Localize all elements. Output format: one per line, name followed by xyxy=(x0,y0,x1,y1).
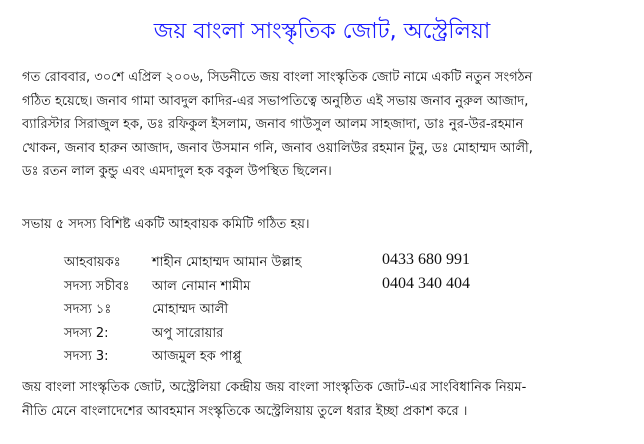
closing-line: জয় বাংলা সাংস্কৃতিক জোট, অস্ট্রেলিয়া কেন্দ্রীয় জয় বাংলা সাংস্কৃতিক জোট-এর সাংবিধানিক নিয়ম- xyxy=(22,380,527,395)
committee-phone: 0433 680 991 xyxy=(382,251,470,268)
intro-line: ডঃ রতন লাল কুন্ডু এবং এমদাদুল হক বকুল উপস্থিত ছিলেন। xyxy=(22,164,332,179)
committee-role: সদস্য ১ঃ xyxy=(64,302,112,317)
committee-row xyxy=(64,298,624,322)
committee-intro-line: সভায় ৫ সদস্য বিশিষ্ট একটি আহবায়ক কমিটি গঠিত হয়। xyxy=(22,217,310,232)
intro-line: খোকন, জনাব হারুন আজাদ, জনাব উসমান গনি, জনাব ওয়ালিউর রহমান টুনু, ডঃ মোহাম্মদ আলী, xyxy=(22,140,533,156)
committee-row xyxy=(64,345,624,369)
committee-name: আজমুল হক পাপ্পু xyxy=(152,349,242,364)
committee-list xyxy=(64,251,624,369)
committee-role: সদস্য 3: xyxy=(64,349,109,364)
closing-paragraph xyxy=(22,376,632,423)
committee-intro xyxy=(22,213,632,237)
committee-name: মোহাম্মদ আলী xyxy=(152,302,229,317)
committee-row xyxy=(64,275,624,299)
intro-line: গঠিত হয়েছে। জনাব গামা আবদুল কাদির-এর সভাপতিত্বে অনুষ্ঠিত এই সভায় জনাব নুরুল আজাদ, xyxy=(22,93,529,109)
committee-name: আল নোমান শামীম xyxy=(152,278,251,294)
intro-paragraph xyxy=(22,66,632,184)
intro-line: ব্যারিস্টার সিরাজুল হক, ডঃ রফিকুল ইসলাম, জনাব গাউসুল আলম সাহজাদা, ডাঃ নুর-উর-রহমান xyxy=(22,117,524,132)
closing-line: নীতি মেনে বাংলাদেশের আবহমান সংস্কৃতিকে অস্ট্রেলিয়ায় তুলে ধরার ইচ্ছা প্রকাশ করে । xyxy=(22,403,468,419)
intro-line: গত রোববার, ৩০শে এপ্রিল ২০০৬, সিডনীতে জয় বাংলা সাংস্কৃতিক জোট নামে একটি নতুন সংগঠন xyxy=(22,70,533,85)
committee-role: আহবায়কঃ xyxy=(64,255,121,270)
committee-name: অপু সারোয়ার xyxy=(152,325,224,341)
committee-role: সদস্য 2: xyxy=(64,325,109,341)
committee-row xyxy=(64,251,624,275)
page-title: জয় বাংলা সাংস্কৃতিক জোট, অস্ট্রেলিয়া xyxy=(153,19,491,44)
committee-role: সদস্য সচীবঃ xyxy=(64,278,130,294)
committee-phone: 0404 340 404 xyxy=(382,274,470,292)
committee-name: শাহীন মোহাম্মদ আমান উল্লাহ xyxy=(152,255,302,270)
committee-row xyxy=(64,322,624,346)
